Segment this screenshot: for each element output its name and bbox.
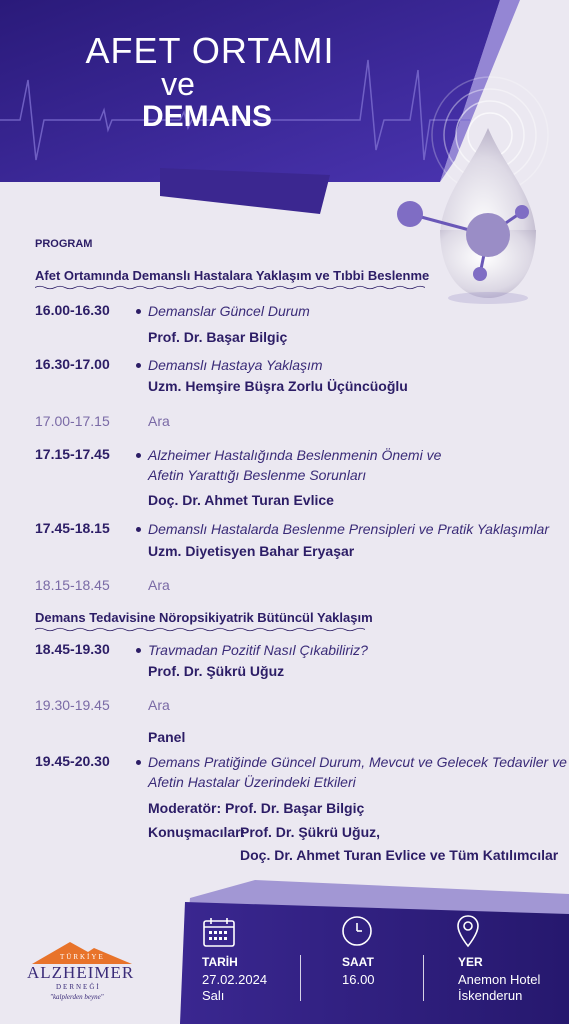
break-time: 19.30-19.45 [35, 697, 110, 713]
session-talk: Demanslı Hastalarda Beslenme Prensipleri ve Pratik Yaklaşımlar [148, 521, 549, 537]
bullet [136, 648, 141, 653]
section-2-underline [35, 627, 365, 632]
section-2-title: Demans Tedavisine Nöropsikiyatrik Bütüncül Yaklaşım [35, 610, 373, 625]
session-speaker: Uzm. Diyetisyen Bahar Eryaşar [148, 543, 355, 559]
session-talk: Demanslar Güncel Durum [148, 303, 310, 319]
bullet [136, 453, 141, 458]
date-label: TARİH [202, 955, 238, 969]
session-time: 17.45-18.15 [35, 520, 110, 536]
session-time: 18.45-19.30 [35, 641, 110, 657]
session-speaker: Uzm. Hemşire Büşra Zorlu Üçüncüoğlu [148, 378, 408, 394]
session-talk: Afetin Yarattığı Beslenme Sorunları [148, 467, 367, 483]
bullet [136, 760, 141, 765]
session-talk: Alzheimer Hastalığında Beslenmenin Önemi ve [148, 447, 442, 463]
clock-icon [341, 915, 373, 947]
logo-top-text: TÜRKİYE [60, 953, 105, 961]
time-label: SAAT [342, 955, 374, 969]
location-pin-icon [456, 914, 480, 948]
break-label: Ara [148, 697, 170, 713]
footer-divider [300, 955, 301, 1001]
break-label: Ara [148, 413, 170, 429]
session-speaker: Prof. Dr. Başar Bilgiç [148, 329, 288, 345]
calendar-icon [202, 916, 236, 948]
place-label: YER [458, 955, 483, 969]
session-talk: Travmadan Pozitif Nasıl Çıkabiliriz? [148, 642, 368, 658]
session-talk: Afetin Hastalar Üzerindeki Etkileri [148, 774, 356, 790]
molecule-illustration [380, 180, 560, 310]
title-line-2: ve [161, 66, 195, 102]
panel-moderator: Moderatör: Prof. Dr. Başar Bilgiç [148, 800, 365, 816]
bullet [136, 363, 141, 368]
panel-speakers-line-2: Doç. Dr. Ahmet Turan Evlice ve Tüm Katılımcılar [240, 847, 559, 863]
place-line-2: İskenderun [458, 988, 523, 1003]
logo-tagline: "kalplerden beyne" [50, 993, 104, 1001]
session-time: 19.45-20.30 [35, 753, 110, 769]
date-value: 27.02.2024 [202, 972, 268, 987]
place-line-1: Anemon Hotel [458, 972, 541, 987]
bullet [136, 527, 141, 532]
break-label: Ara [148, 577, 170, 593]
logo-name: ALZHEIMER [27, 963, 135, 982]
title-line-3: DEMANS [141, 100, 272, 133]
program-label: PROGRAM [35, 238, 93, 250]
section-1-title: Afet Ortamında Demanslı Hastalara Yaklaşım ve Tıbbi Beslenme [35, 268, 430, 283]
session-talk: Demanslı Hastaya Yaklaşım [148, 357, 323, 373]
time-value: 16.00 [342, 972, 375, 987]
break-time: 18.15-18.45 [35, 577, 110, 593]
panel-speakers-label: Konuşmacılar: [148, 824, 246, 840]
day-value: Salı [202, 988, 225, 1003]
logo-bottom-text: DERNEĞİ [56, 983, 101, 991]
footer-divider [423, 955, 424, 1001]
break-time: 17.00-17.15 [35, 413, 110, 429]
session-talk: Demans Pratiğinde Güncel Durum, Mevcut ve Gelecek Tedaviler ve [148, 754, 567, 770]
session-time: 16.30-17.00 [35, 356, 110, 372]
section-1-underline [35, 285, 425, 290]
alzheimer-logo-roof-icon [30, 938, 134, 966]
panel-speakers-line-1: Prof. Dr. Şükrü Uğuz, [240, 824, 381, 840]
bullet [136, 309, 141, 314]
panel-label: Panel [148, 729, 186, 745]
session-time: 16.00-16.30 [35, 302, 110, 318]
session-speaker: Doç. Dr. Ahmet Turan Evlice [148, 492, 334, 508]
session-time: 17.15-17.45 [35, 446, 110, 462]
session-speaker: Prof. Dr. Şükrü Uğuz [148, 663, 285, 679]
title-line-1: AFET ORTAMI [85, 30, 335, 71]
